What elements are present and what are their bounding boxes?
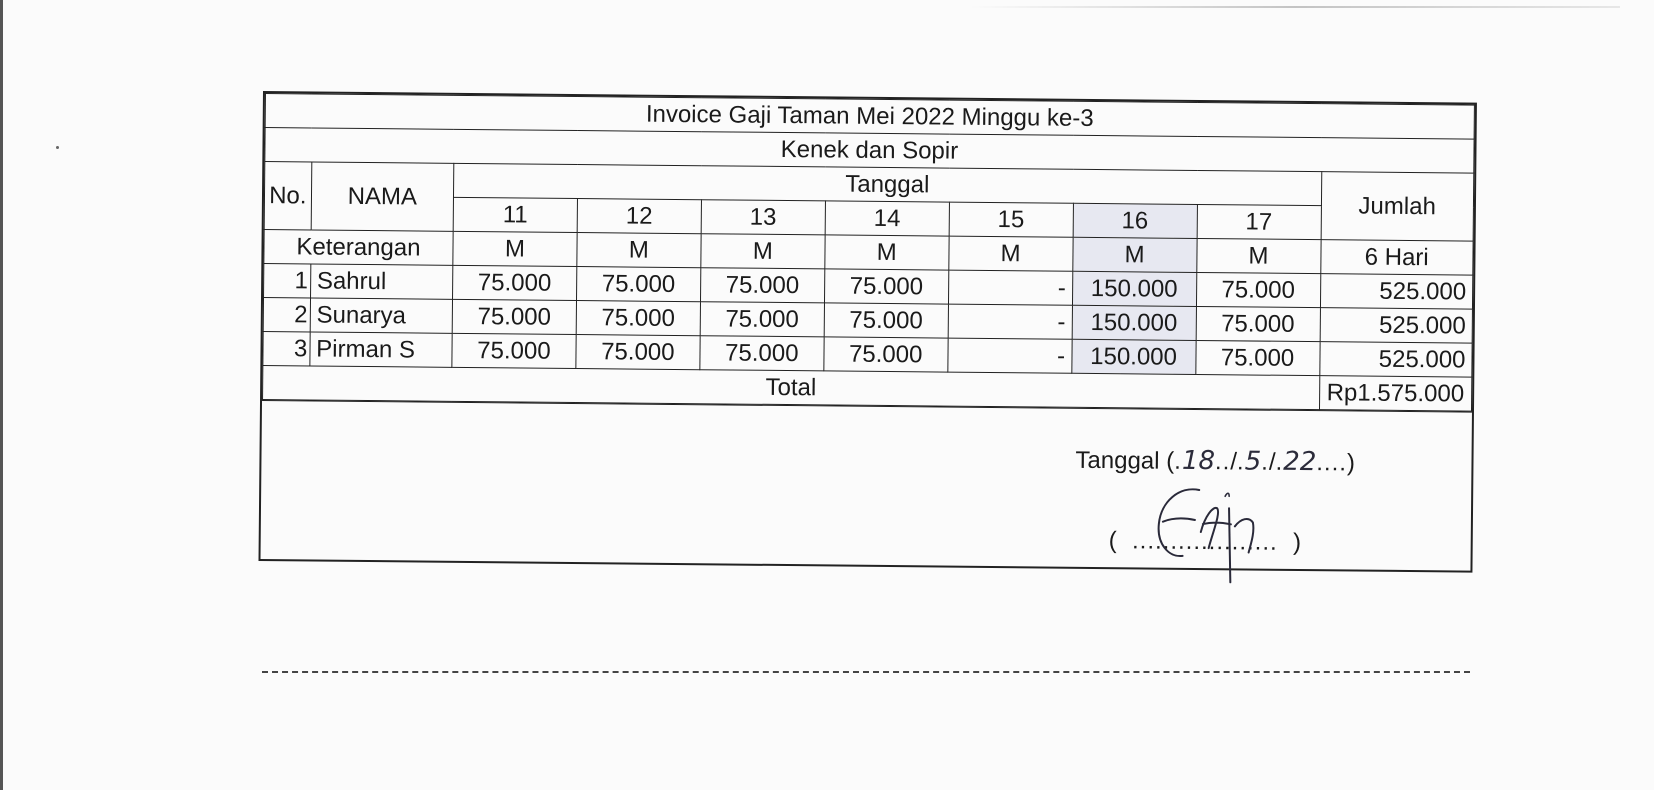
- cut-line: [262, 671, 1470, 673]
- row-no: 3: [263, 332, 310, 366]
- date-cell: 15: [949, 202, 1073, 237]
- signature-date-day: 18: [1181, 445, 1216, 477]
- date-cell: 13: [701, 200, 825, 235]
- row-value: 150.000: [1072, 271, 1196, 306]
- row-value: 75.000: [824, 269, 948, 304]
- scan-left-edge: [0, 0, 3, 790]
- invoice-title: Invoice Gaji Taman Mei 2022 Minggu ke-3: [265, 94, 1474, 140]
- total-label: Total: [263, 366, 1320, 410]
- date-cell: 12: [577, 199, 701, 234]
- signature-date-close: ): [1346, 449, 1356, 477]
- row-value: 75.000: [1196, 306, 1320, 341]
- row-nama: Sahrul: [310, 264, 453, 299]
- row-jumlah: 525.000: [1320, 274, 1473, 309]
- dots: ....: [1316, 449, 1348, 477]
- date-cell: 14: [825, 201, 949, 236]
- header-nama: NAMA: [311, 162, 454, 231]
- row-value: 75.000: [700, 268, 824, 303]
- date-cell: 17: [1197, 204, 1321, 239]
- dots: .: [1275, 448, 1284, 476]
- days-total: 6 Hari: [1320, 240, 1473, 275]
- signature-date-line: Tanggal (.18../.5./.22....): [1075, 445, 1356, 478]
- header-tanggal: Tanggal: [453, 163, 1321, 205]
- row-value: 75.000: [824, 303, 948, 338]
- keterangan-cell: M: [701, 234, 825, 269]
- row-value: 75.000: [824, 337, 948, 372]
- dots: .: [1261, 448, 1270, 476]
- row-value: 150.000: [1072, 305, 1196, 340]
- row-value: 75.000: [452, 333, 576, 368]
- row-value: 75.000: [700, 302, 824, 337]
- keterangan-cell: M: [949, 236, 1073, 271]
- keterangan-cell: M: [825, 235, 949, 270]
- keterangan-cell: M: [1072, 237, 1196, 272]
- row-no: 1: [264, 264, 311, 298]
- date-cell: 16: [1073, 203, 1197, 238]
- total-value: Rp1.575.000: [1319, 376, 1472, 411]
- row-value: -: [948, 270, 1072, 305]
- signature-area: [261, 400, 1472, 571]
- keterangan-cell: M: [453, 231, 577, 266]
- row-value: 75.000: [452, 265, 576, 300]
- invoice-subtitle: Kenek dan Sopir: [265, 128, 1474, 174]
- row-value: 75.000: [576, 301, 700, 336]
- header-jumlah: Jumlah: [1321, 172, 1474, 241]
- keterangan-cell: M: [1196, 238, 1320, 273]
- row-value: -: [948, 304, 1072, 339]
- row-value: 75.000: [700, 336, 824, 371]
- dots: ..: [1214, 448, 1231, 476]
- signature-paren-close: ): [1292, 528, 1302, 556]
- row-jumlah: 525.000: [1319, 342, 1472, 377]
- signature-date-year: 22: [1283, 446, 1317, 478]
- row-jumlah: 525.000: [1320, 308, 1473, 343]
- signature-date-label: Tanggal (: [1075, 446, 1175, 475]
- row-value: -: [948, 338, 1072, 373]
- row-nama: Sunarya: [310, 298, 453, 333]
- dots: ...................: [1116, 527, 1294, 556]
- row-value: 75.000: [1196, 272, 1320, 307]
- signature-paren-open: (: [1108, 527, 1117, 555]
- invoice-table: [262, 93, 1475, 412]
- date-cell: 11: [453, 197, 577, 232]
- keterangan-label: Keterangan: [264, 230, 453, 266]
- handwritten-signature: [1138, 471, 1289, 584]
- scan-speck: [56, 146, 59, 149]
- row-no: 2: [263, 298, 310, 332]
- invoice-sheet: [258, 91, 1476, 573]
- row-value: 150.000: [1071, 339, 1195, 374]
- header-no: No.: [264, 162, 311, 230]
- row-value: 75.000: [576, 335, 700, 370]
- row-value: 75.000: [576, 267, 700, 302]
- row-value: 75.000: [1195, 340, 1319, 375]
- signature-date-month: 5: [1244, 446, 1262, 477]
- keterangan-cell: M: [577, 233, 701, 268]
- row-nama: Pirman S: [310, 332, 453, 367]
- dots: .: [1236, 448, 1245, 476]
- scan-smudge: [970, 6, 1620, 8]
- row-value: 75.000: [452, 299, 576, 334]
- dots: .: [1174, 447, 1183, 475]
